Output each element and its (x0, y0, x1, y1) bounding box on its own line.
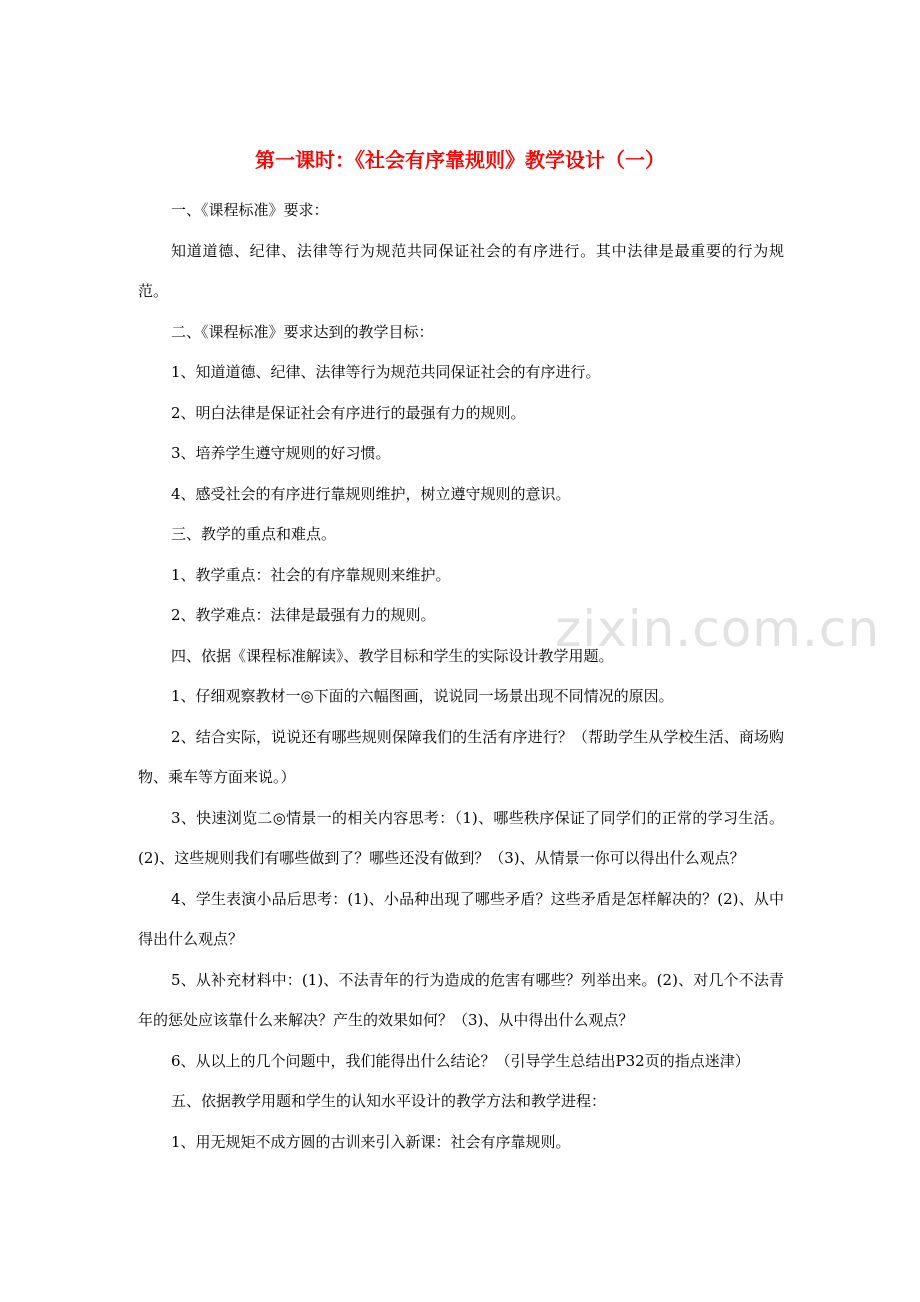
paragraph: 5、从补充材料中：(1)、不法青年的行为造成的危害有哪些？列举出来。(2)、对几个不法青年的惩处应该靠什么来解决？产生的效果如何？（3)、从中得出什么观点？ (138, 970, 784, 1029)
paragraph: 1、知道道德、纪律、法律等行为规范共同保证社会的有序进行。 (171, 363, 601, 381)
paragraph: 6、从以上的几个问题中，我们能得出什么结论？（引导学生总结出P32页的指点迷津） (171, 1051, 750, 1070)
paragraph: 一、《课程标准》要求： (171, 201, 329, 219)
document-title: 第一课时：《社会有序靠规则》教学设计（一） (255, 148, 665, 172)
paragraph: 四、依据《课程标准解读》、教学目标和学生的实际设计教学用题。 (171, 646, 614, 665)
paragraph: 五、依据教学用题和学生的认知水平设计的教学方法和教学进程： (171, 1092, 607, 1110)
paragraph: 二、《课程标准》要求达到的教学目标： (171, 322, 434, 341)
paragraph: 3、培养学生遵守规则的好习惯。 (171, 444, 391, 462)
paragraph: 2、教学难点：法律是最强有力的规则。 (171, 606, 436, 624)
paragraph: 4、感受社会的有序进行靠规则维护，树立遵守规则的意识。 (171, 484, 571, 503)
paragraph: 2、结合实际，说说还有哪些规则保障我们的生活有序进行？（帮助学生从学校生活、商场购物、乘车等方面来说。） (138, 727, 784, 786)
paragraph: 4、学生表演小品后思考：(1)、小品种出现了哪些矛盾？这些矛盾是怎样解决的？(2)、从中得出什么观点？ (138, 889, 784, 948)
watermark: zixin.com.cn (555, 600, 881, 658)
paragraph: 2、明白法律是保证社会有序进行的最强有力的规则。 (171, 403, 526, 422)
paragraph: 3、快速浏览二◎情景一的相关内容思考：（1)、哪些秩序保证了同学们的正常的学习生活。(2)、这些规则我们有哪些做到了？哪些还没有做到？（3)、从情景一你可以得出什么观点？ (138, 808, 784, 867)
paragraph: 知道道德、纪律、法律等行为规范共同保证社会的有序进行。其中法律是最重要的行为规范。 (138, 241, 784, 300)
paragraph: 三、教学的重点和难点。 (171, 525, 337, 543)
paragraph: 1、仔细观察教材一◎下面的六幅图画，说说同一场景出现不同情况的原因。 (171, 687, 674, 705)
document-body (138, 190, 784, 1162)
paragraph: 1、用无规矩不成方圆的古训来引入新课：社会有序靠规则。 (171, 1132, 571, 1151)
paragraph: 1、教学重点：社会的有序靠规则来维护。 (171, 565, 451, 584)
